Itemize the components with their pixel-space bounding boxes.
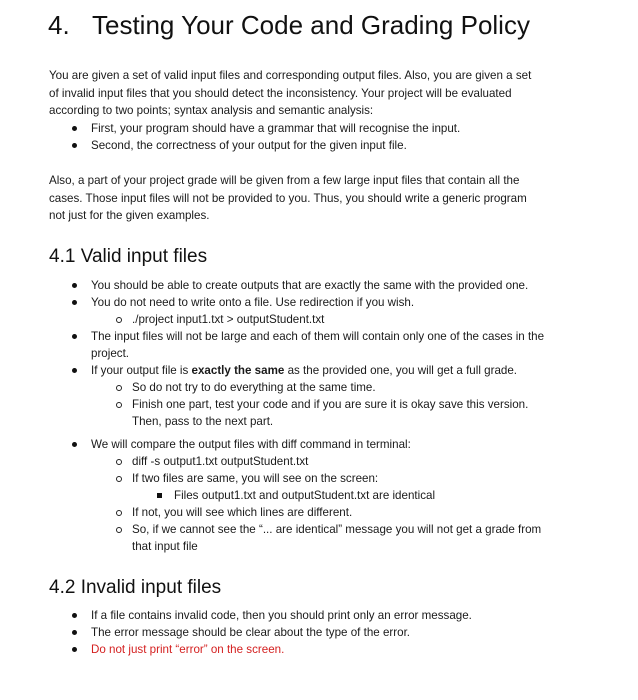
valid-input-list — [0, 277, 544, 555]
list-item: diff -s output1.txt outputStudent.txt — [0, 453, 544, 470]
list-item — [0, 641, 472, 658]
invalid-input-list — [0, 607, 472, 658]
bullet-disc-icon — [72, 300, 77, 305]
section-4-title: Testing Your Code and Grading Policy — [92, 10, 530, 40]
list-item: ./project input1.txt > outputStudent.txt — [0, 311, 544, 328]
bullet-circle-icon — [116, 476, 122, 482]
bullet-circle-icon — [116, 317, 122, 323]
grading-line: cases. Those input files will not be provided to you. Thus, you should write a generic program — [49, 191, 527, 205]
bullet-disc-icon — [72, 442, 77, 447]
bullet-circle-icon — [116, 510, 122, 516]
bullet-disc-icon — [72, 143, 77, 148]
bullet-disc-icon — [72, 283, 77, 288]
bullet-circle-icon — [116, 459, 122, 465]
list-item: So do not try to do everything at the same time. — [0, 379, 544, 396]
emphasis-text: exactly the same — [191, 364, 285, 377]
bullet-square-icon — [157, 493, 162, 498]
bullet-circle-icon — [116, 402, 122, 408]
section-4-number: 4. — [48, 10, 70, 40]
list-item: First, your program should have a grammar that will recognise the input. — [0, 120, 460, 137]
bullet-disc-icon — [72, 334, 77, 339]
grading-line: not just for the given examples. — [49, 209, 210, 222]
grading-paragraph — [49, 172, 594, 225]
list-item: If two files are same, you will see on the screen: — [0, 470, 544, 487]
list-item: If not, you will see which lines are different. — [0, 504, 544, 521]
intro-line: of invalid input files that you should detect the inconsistency. Your project will be evaluated — [49, 86, 512, 100]
bullet-disc-icon — [72, 126, 77, 131]
warning-text: Do not just print “error” on the screen. — [91, 643, 285, 656]
grading-line: Also, a part of your project grade will be given from a few large input files that contain all the — [49, 174, 520, 187]
list-item: You should be able to create outputs that are exactly the same with the provided one. — [0, 277, 544, 294]
intro-line: according to two points; syntax analysis and semantic analysis: — [49, 104, 374, 117]
bullet-disc-icon — [72, 630, 77, 635]
intro-line: You are given a set of valid input files and corresponding output files. Also, you are given a set — [49, 69, 532, 82]
intro-paragraph — [49, 67, 594, 120]
bullet-circle-icon — [116, 385, 122, 391]
intro-bullet-list — [0, 120, 460, 154]
list-item: If your output file is exactly the same as the provided one, you will get a full grade. — [0, 362, 544, 379]
list-item: We will compare the output files with diff command in terminal: — [0, 436, 544, 453]
list-item: If a file contains invalid code, then you should print only an error message. — [0, 607, 472, 624]
bullet-circle-icon — [116, 527, 122, 533]
section-4-heading — [48, 8, 530, 42]
list-item: Files output1.txt and outputStudent.txt are identical — [0, 487, 544, 504]
list-item: Second, the correctness of your output for the given input file. — [0, 137, 460, 154]
list-item: The input files will not be large and each of them will contain only one of the cases in the project. — [0, 328, 544, 362]
bullet-disc-icon — [72, 647, 77, 652]
bullet-disc-icon — [72, 613, 77, 618]
section-4-1-heading: 4.1 Valid input files — [49, 246, 208, 267]
bullet-disc-icon — [72, 368, 77, 373]
list-item: So, if we cannot see the “... are identical” message you will not get a grade from that input file — [0, 521, 544, 555]
list-item: Finish one part, test your code and if you are sure it is okay save this version. Then, pass to the next part. — [0, 396, 544, 430]
list-item: You do not need to write onto a file. Use redirection if you wish. — [0, 294, 544, 311]
section-4-2-heading: 4.2 Invalid input files — [49, 577, 222, 598]
list-item: The error message should be clear about the type of the error. — [0, 624, 472, 641]
